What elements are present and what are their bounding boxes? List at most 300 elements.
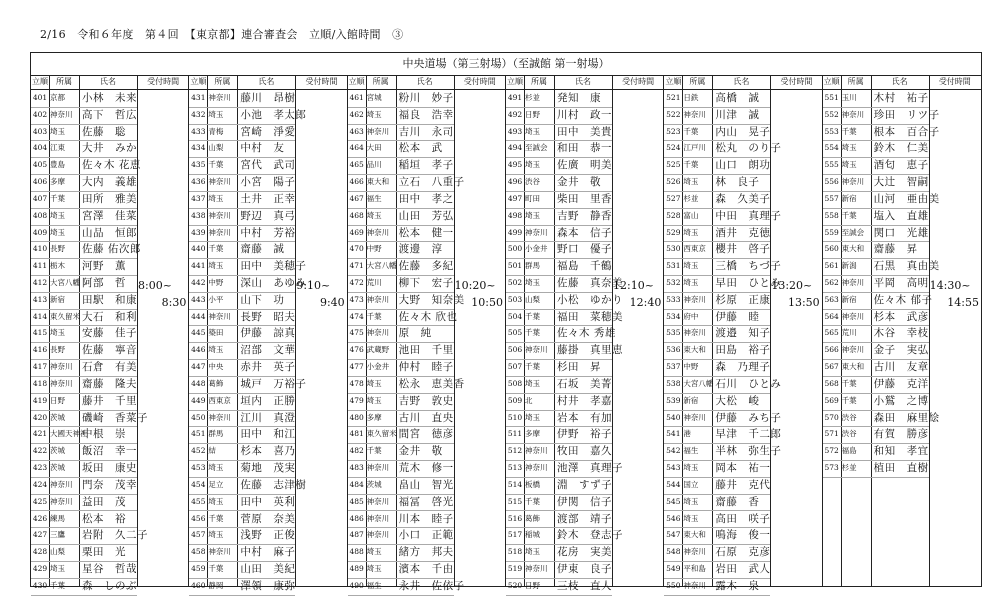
person-name: 有賀 勝彦 (873, 428, 929, 441)
time-block-3 (348, 75, 506, 592)
reception-start-time: 10:20~ (454, 279, 496, 293)
affiliation: 結 (208, 446, 216, 456)
table-row (189, 241, 295, 259)
table-row (823, 325, 929, 343)
order-number: 573 (824, 463, 839, 473)
column-header-row (506, 75, 663, 90)
person-name: 永井 佐依子 (398, 579, 465, 592)
table-row (506, 393, 612, 411)
table-row (664, 157, 770, 175)
affiliation: 葛飾 (525, 513, 540, 523)
table-row (506, 511, 612, 529)
affiliation: 東大和 (366, 177, 390, 187)
table-row (31, 90, 137, 108)
affiliation: 埼玉 (366, 547, 382, 557)
person-name: 小松 ゆかり (557, 293, 623, 306)
person-name: 池田 千里 (398, 344, 454, 357)
order-number: 525 (666, 160, 681, 170)
order-number: 522 (666, 109, 681, 119)
affiliation: 群馬 (208, 429, 224, 439)
order-number: 475 (349, 328, 364, 338)
order-number: 492 (507, 109, 523, 119)
order-number: 499 (507, 227, 523, 237)
affiliation: 大宮八幡 (366, 261, 397, 271)
person-name: 大井 みか (82, 142, 137, 155)
affiliation: 平和島 (683, 563, 706, 573)
column-header-row (31, 75, 188, 90)
order-number: 501 (507, 261, 523, 271)
table-row (506, 325, 616, 343)
affiliation: 静岡 (208, 580, 224, 590)
affiliation: 神奈川 (683, 412, 706, 422)
person-name: 石倉 有美 (82, 361, 137, 374)
person-name: 菊地 茂実 (240, 462, 296, 475)
affiliation: 東大和 (683, 345, 706, 355)
table-row (348, 426, 454, 444)
time-block-4 (506, 75, 664, 592)
person-name: 宮代 武司 (240, 159, 296, 172)
order-number: 457 (191, 530, 206, 540)
person-name: 石坂 美菁 (557, 377, 612, 390)
affiliation: 中野 (683, 362, 699, 372)
person-name: 和知 孝宜 (873, 445, 929, 458)
person-name: 櫻井 啓子 (715, 243, 771, 256)
affiliation: 府中 (683, 311, 699, 321)
table-row (189, 393, 295, 411)
table-row (31, 460, 137, 478)
affiliation: 埼玉 (366, 378, 382, 388)
person-name: 三橋 ちづ子 (715, 260, 782, 273)
table-row (823, 359, 929, 377)
order-number: 412 (32, 278, 48, 288)
table-row (506, 292, 623, 310)
affiliation: 埼玉 (525, 412, 540, 422)
person-name: 珍田 リツ子 (873, 108, 940, 121)
order-number: 419 (32, 395, 48, 405)
order-number: 440 (191, 244, 206, 254)
affiliation: 千葉 (50, 580, 65, 590)
affiliation: 大宮八幡 (50, 278, 80, 288)
affiliation: 埼玉 (683, 278, 699, 288)
order-number: 477 (349, 362, 364, 372)
table-row (189, 309, 295, 327)
person-name: 伊藤 睦 (715, 310, 760, 323)
table-row (664, 258, 782, 276)
affiliation: 小金井 (366, 362, 390, 372)
affiliation: 多摩 (50, 177, 65, 187)
affiliation: 東大和 (841, 362, 865, 372)
affiliation: 群馬 (525, 261, 540, 271)
affiliation: 埼玉 (525, 210, 540, 220)
affiliation: 茨城 (50, 446, 65, 456)
order-number: 461 (349, 93, 364, 102)
table-row (506, 443, 612, 461)
person-name: 畠山 智光 (398, 478, 454, 491)
affiliation: 神奈川 (366, 530, 390, 540)
reception-start-time: 14:30~ (929, 279, 971, 293)
table-row (348, 208, 454, 226)
person-name: 伊藤 みち子 (715, 411, 782, 424)
person-name: 三枝 直人 (557, 579, 612, 592)
person-name: 古川 直央 (398, 411, 454, 424)
header-time: 受付時間 (780, 77, 813, 86)
order-number: 531 (666, 261, 681, 271)
affiliation: 神奈川 (525, 463, 548, 473)
person-name: 佐々木 秀雄 (557, 327, 616, 340)
table-row (348, 359, 454, 377)
order-number: 434 (191, 143, 206, 153)
order-number: 417 (32, 362, 48, 372)
order-number: 541 (666, 429, 681, 439)
affiliation: 栃木 (50, 261, 65, 271)
affiliation: 埼玉 (683, 496, 699, 506)
table-row (31, 107, 137, 125)
person-name: 安藤 佳子 (82, 327, 137, 340)
person-name: 佐藤 佑次郎 (82, 243, 141, 256)
person-name: 発知 康 (557, 92, 601, 104)
table-row (506, 124, 612, 142)
order-number: 423 (32, 463, 48, 473)
table-row (506, 342, 623, 360)
person-name: 早津 千二郎 (715, 428, 782, 441)
header-time: 受付時間 (147, 77, 180, 86)
order-number: 527 (666, 193, 681, 203)
person-name: 荒木 修一 (398, 462, 454, 475)
order-number: 515 (507, 496, 523, 506)
order-number: 557 (824, 193, 839, 203)
affiliation: 千葉 (683, 126, 699, 136)
person-name: 石川 ひとみ (715, 377, 782, 390)
person-name: 村井 孝嘉 (557, 394, 612, 407)
affiliation: 京都 (50, 93, 65, 102)
order-number: 543 (666, 463, 681, 473)
person-name: 齋藤 香 (715, 495, 760, 508)
order-number: 470 (349, 244, 364, 254)
person-name: 城戸 万裕子 (240, 377, 307, 390)
person-name: 杉本 喜乃 (240, 445, 296, 458)
table-row (189, 544, 295, 562)
order-number: 435 (191, 160, 206, 170)
table-row (664, 241, 770, 259)
person-name: 山下 功 (240, 293, 285, 306)
order-number: 480 (349, 412, 364, 422)
affiliation: 埼玉 (208, 530, 224, 540)
table-row (31, 578, 137, 596)
affiliation: 埼玉 (50, 126, 65, 136)
person-name: 柴田 里香 (557, 192, 612, 205)
person-name: 池澤 真理子 (557, 462, 623, 475)
table-row (189, 376, 307, 394)
person-name: 大内 義雄 (82, 176, 137, 189)
affiliation: 中野 (208, 278, 224, 288)
reception-end-time: 9:40 (319, 295, 345, 309)
table-row (189, 494, 295, 512)
order-number: 568 (824, 378, 839, 388)
order-number: 409 (32, 227, 48, 237)
affiliation: 江戸川 (683, 143, 706, 153)
table-row (823, 258, 940, 276)
person-name: 和田 恭一 (557, 142, 612, 155)
order-number: 406 (32, 177, 48, 187)
table-row (189, 258, 307, 276)
table-row (31, 477, 137, 495)
person-name: 森 乃理子 (715, 361, 771, 374)
order-number: 465 (349, 160, 364, 170)
affiliation: 茨城 (50, 412, 65, 422)
order-number: 553 (824, 126, 839, 136)
table-row (189, 342, 295, 360)
affiliation: 多摩 (525, 429, 540, 439)
header-time: 受付時間 (622, 77, 655, 86)
order-number: 429 (32, 563, 48, 573)
order-number: 421 (32, 429, 48, 439)
table-row (823, 208, 929, 226)
table-row (823, 460, 929, 478)
reception-start-time: 9:10~ (296, 279, 331, 293)
order-number: 478 (349, 378, 364, 388)
table-row (823, 309, 929, 327)
table-row (664, 376, 782, 394)
person-name: 塩入 直雄 (873, 209, 929, 222)
affiliation: 北 (525, 395, 533, 405)
table-row (31, 225, 137, 243)
table-row (823, 292, 933, 310)
person-name: 佐藤 寧音 (82, 344, 137, 357)
order-number: 402 (32, 109, 48, 119)
order-number: 512 (507, 446, 523, 456)
table-row (348, 174, 465, 192)
table-row (348, 393, 454, 411)
table-row (348, 477, 454, 495)
affiliation: 神奈川 (683, 547, 706, 557)
table-row (189, 325, 295, 343)
person-name: 野辺 真弓 (240, 209, 296, 222)
person-name: 山口 朗功 (715, 159, 771, 172)
table-row (348, 325, 454, 343)
affiliation: 稲城 (525, 530, 540, 540)
affiliation: 山梨 (525, 294, 540, 304)
order-number: 550 (666, 580, 681, 590)
order-number: 433 (191, 126, 206, 136)
order-number: 567 (824, 362, 839, 372)
order-number: 570 (824, 412, 839, 422)
person-name: 吉野 敦史 (398, 394, 454, 407)
affiliation: 山梨 (50, 547, 65, 557)
table-row (348, 561, 454, 579)
person-name: 益田 茂 (82, 495, 126, 508)
person-name: 伊東 良子 (557, 562, 612, 575)
person-name: 森田 麻里絵 (873, 411, 940, 424)
order-number: 493 (507, 126, 523, 136)
order-number: 509 (507, 395, 523, 405)
affiliation: 神奈川 (366, 513, 390, 523)
reception-end-time: 8:30 (161, 295, 187, 309)
order-number: 453 (191, 463, 206, 473)
order-number: 431 (191, 93, 206, 102)
person-name: 宮澤 佳菜 (82, 209, 137, 222)
order-number: 564 (824, 311, 839, 321)
header-time: 受付時間 (463, 77, 496, 86)
table-row (348, 578, 465, 596)
person-name: 松永 恵美香 (398, 377, 465, 390)
order-number: 418 (32, 378, 48, 388)
affiliation: 新潟 (841, 261, 857, 271)
affiliation: 新宿 (50, 294, 65, 304)
order-number: 494 (507, 143, 523, 153)
affiliation: 大田 (366, 143, 382, 153)
order-number: 451 (191, 429, 206, 439)
person-name: 森 久美子 (715, 192, 771, 205)
order-number: 454 (191, 479, 206, 489)
affiliation: 東久留米 (50, 311, 80, 321)
table-row (664, 191, 770, 209)
order-number: 546 (666, 513, 681, 523)
affiliation: 中央 (208, 362, 224, 372)
affiliation: 埼玉 (683, 261, 699, 271)
order-number: 411 (32, 261, 48, 271)
table-row (823, 393, 929, 411)
table-row (348, 410, 454, 428)
order-number: 442 (191, 278, 206, 288)
table-row (189, 107, 307, 125)
table-row (189, 157, 295, 175)
affiliation: 神奈川 (366, 463, 390, 473)
affiliation: 長野 (50, 244, 65, 254)
order-number: 441 (191, 261, 206, 271)
table-row (31, 191, 137, 209)
affiliation: 埼玉 (50, 563, 65, 573)
table-row (664, 527, 770, 545)
reception-start-time: 13:20~ (771, 279, 813, 293)
affiliation: 東久留米 (366, 429, 397, 439)
order-number: 445 (191, 328, 206, 338)
order-number: 560 (824, 244, 839, 254)
person-name: 深山 あゆみ (240, 277, 307, 290)
order-number: 555 (824, 160, 839, 170)
order-number: 448 (191, 378, 206, 388)
person-name: 川本 睦子 (398, 512, 454, 525)
affiliation: 千葉 (366, 446, 382, 456)
affiliation: 埼玉 (683, 463, 699, 473)
person-name: 山河 亜由美 (873, 192, 940, 205)
person-name: 酒匂 恵子 (873, 159, 929, 172)
table-row (664, 208, 782, 226)
person-name: 大石 和利 (82, 310, 137, 323)
order-number: 539 (666, 395, 681, 405)
affiliation: 神奈川 (366, 227, 390, 237)
person-name: 渡邊 淳 (398, 243, 443, 256)
person-name: 福冨 啓光 (398, 495, 454, 508)
order-number: 540 (666, 412, 681, 422)
order-number: 404 (32, 143, 48, 153)
person-name: 田中 和江 (240, 428, 296, 441)
affiliation: 埼玉 (366, 210, 382, 220)
person-name: 森 しのぶ (82, 579, 137, 592)
order-number: 483 (349, 463, 364, 473)
affiliation: 港 (683, 429, 691, 439)
person-name: 川村 政一 (557, 108, 612, 121)
header-org: 所属 (372, 77, 389, 86)
affiliation: 茨城 (366, 479, 382, 489)
header-org: 所属 (847, 77, 864, 86)
table-row (189, 124, 295, 142)
table-row (189, 292, 295, 310)
person-name: 緒方 邦夫 (398, 546, 454, 559)
person-name: 佐藤 志津樹 (240, 478, 307, 491)
order-number: 405 (32, 160, 48, 170)
person-name: 小林 未来 (82, 92, 137, 104)
order-number: 495 (507, 160, 523, 170)
header-name: 氏名 (733, 77, 750, 86)
order-number: 446 (191, 345, 206, 355)
affiliation: 青梅 (208, 126, 224, 136)
table-row (506, 410, 612, 428)
order-number: 490 (349, 580, 364, 590)
table-row (823, 124, 940, 142)
table-row (189, 359, 295, 377)
order-number: 526 (666, 177, 681, 187)
person-name: 大辻 智嗣 (873, 176, 929, 189)
order-number: 460 (191, 580, 206, 590)
affiliation: 町田 (525, 193, 540, 203)
table-row (823, 140, 929, 158)
person-name: 岡本 祐一 (715, 462, 771, 475)
affiliation: 神奈川 (683, 328, 706, 338)
person-name: 中田 真理子 (715, 209, 782, 222)
affiliation: 神奈川 (525, 563, 548, 573)
header-no: 立順 (665, 77, 682, 86)
table-row (664, 342, 770, 360)
table-row (506, 241, 612, 259)
table-row (823, 275, 929, 293)
order-number: 462 (349, 109, 364, 119)
person-name: 伊関 信子 (557, 495, 612, 508)
order-number: 486 (349, 513, 364, 523)
person-name: 露木 泉 (715, 579, 760, 592)
reception-start-time: 8:00~ (138, 279, 172, 293)
affiliation: 神奈川 (841, 311, 865, 321)
time-block-1 (31, 75, 189, 592)
person-name: 木村 祐子 (873, 92, 929, 104)
person-name: 岩本 有加 (557, 411, 612, 424)
affiliation: 小平 (208, 294, 224, 304)
header-no: 立順 (507, 77, 523, 86)
affiliation: 多摩 (366, 412, 382, 422)
header-org: 所属 (214, 77, 231, 86)
order-number: 436 (191, 177, 206, 187)
table-row (189, 561, 295, 579)
order-number: 447 (191, 362, 206, 372)
person-name: 内山 晃子 (715, 125, 771, 138)
table-row (31, 258, 137, 276)
order-number: 452 (191, 446, 206, 456)
person-name: 松本 武 (398, 142, 443, 155)
table-row (506, 544, 612, 562)
affiliation: 日野 (525, 109, 540, 119)
table-row (31, 359, 137, 377)
reception-start-time: 12:10~ (613, 279, 654, 293)
time-block-5 (664, 75, 822, 592)
table-row (823, 107, 940, 125)
order-number: 558 (824, 210, 839, 220)
affiliation: 新宿 (841, 193, 857, 203)
affiliation: 練馬 (50, 513, 65, 523)
order-number: 554 (824, 143, 839, 153)
order-number: 459 (191, 563, 206, 573)
order-number: 474 (349, 311, 364, 321)
person-name: 佐々木 郁子 (873, 293, 933, 306)
order-number: 510 (507, 412, 523, 422)
